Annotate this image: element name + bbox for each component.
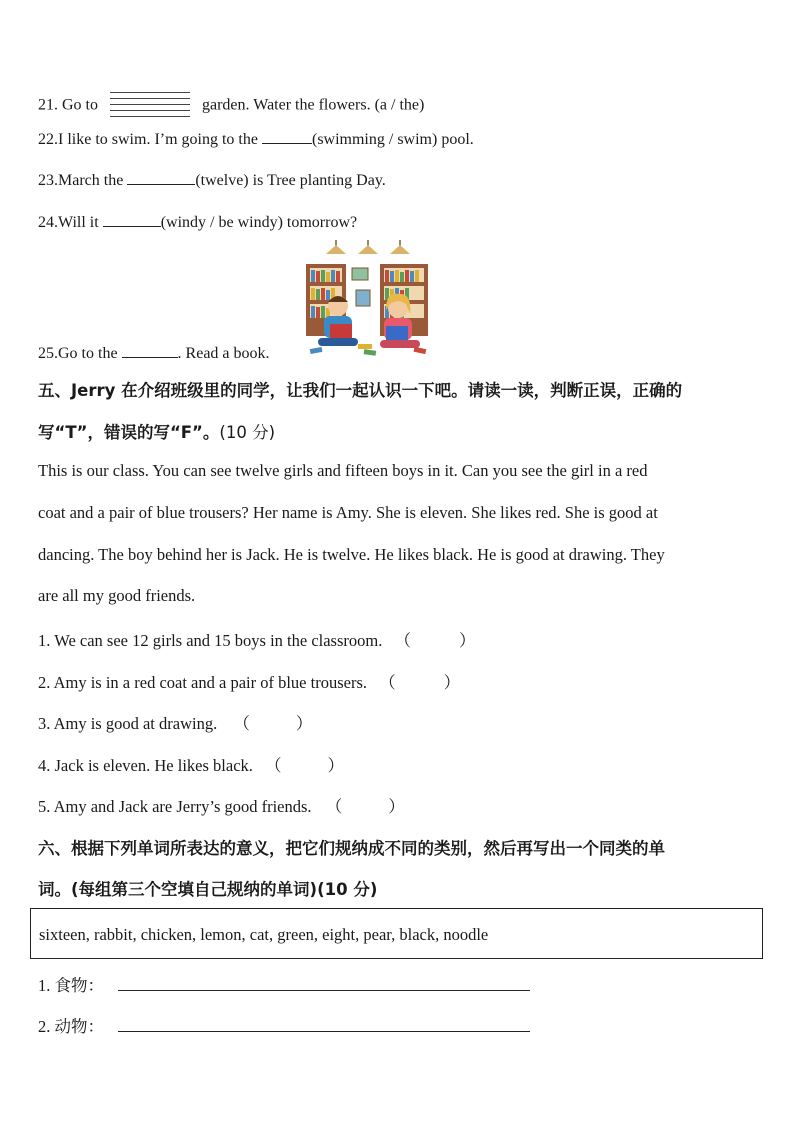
question-text: 24.Will it [38, 214, 103, 231]
section-5-title: 五、Jerry 在介绍班级里的同学，让我们一起认识一下吧。请读一读，判断正误，正确的 [38, 381, 683, 400]
passage-line: This is our class. You can see twelve girls and fifteen boys in it. Can you see the girl in a red [38, 461, 648, 480]
category-label: 1. 食物： [38, 976, 104, 995]
word-bank-text: sixteen, rabbit, chicken, lemon, cat, green, eight, pear, black, noodle [39, 925, 489, 944]
tf-question-2: 2. Amy is in a red coat and a pair of blue trousers. （ ） [38, 669, 460, 693]
answer-parentheses[interactable]: （ ） [233, 714, 313, 733]
question-number: 21 [38, 96, 54, 114]
question-22 [38, 129, 474, 150]
answer-blank[interactable] [127, 170, 195, 185]
question-23 [38, 170, 386, 191]
answer-line[interactable] [118, 1031, 530, 1032]
category-row-animal [38, 1013, 104, 1037]
question-21 [38, 92, 424, 120]
question-text-end: (swimming / swim) pool. [311, 131, 474, 148]
answer-blank[interactable] [122, 343, 178, 358]
lamp-icon [390, 240, 410, 254]
category-label: 2. 动物： [38, 1017, 104, 1036]
passage-line: coat and a pair of blue trousers? Her name is Amy. She is eleven. She likes red. She is good at [38, 503, 658, 522]
tf-question-4: 4. Jack is eleven. He likes black. （ ） [38, 752, 344, 776]
answer-blank[interactable] [103, 212, 161, 227]
section-6-title: 六、根据下列单词所表达的意义，把它们规纳成不同的类别，然后再写出一个同类的单 [38, 839, 665, 858]
tf-question-5: 5. Amy and Jack are Jerry’s good friends. （ ） [38, 793, 405, 817]
answer-blank[interactable] [262, 129, 312, 144]
answer-blank[interactable] [110, 92, 190, 120]
question-text: 22.I like to swim. I’m going to the [38, 131, 262, 148]
category-row-food [38, 972, 104, 996]
answer-parentheses[interactable]: （ ） [265, 756, 345, 775]
section-5-title-cont: 写“T”，错误的写“F”。(10 分) [38, 423, 276, 442]
question-24 [38, 212, 357, 233]
question-25 [38, 343, 270, 364]
lamp-icon [358, 240, 378, 254]
question-text-end: (windy / be windy) tomorrow? [160, 214, 358, 231]
question-text-end: . Read a book. [177, 345, 270, 362]
answer-line[interactable] [118, 990, 530, 991]
word-bank-box [30, 908, 763, 959]
answer-parentheses[interactable]: （ ） [394, 631, 476, 650]
question-text: 25.Go to the [38, 345, 122, 362]
question-text: . Go to [54, 96, 98, 114]
answer-parentheses[interactable]: （ ） [379, 673, 461, 692]
tf-question-1: 1. We can see 12 girls and 15 boys in the classroom. （ ） [38, 627, 475, 651]
passage-line: are all my good friends. [38, 586, 196, 605]
passage-line: dancing. The boy behind her is Jack. He is twelve. He likes black. He is good at drawing. They [38, 545, 665, 564]
question-text-end: (twelve) is Tree planting Day. [195, 172, 386, 189]
lamp-icon [326, 240, 346, 254]
section-6-title-cont: 词。(每组第三个空填自己规纳的单词)(10 分) [38, 880, 378, 899]
library-illustration [302, 240, 436, 360]
question-text: 23.March the [38, 172, 128, 189]
question-text-end: garden. Water the flowers. (a / the) [202, 96, 425, 114]
answer-parentheses[interactable]: （ ） [325, 797, 405, 816]
tf-question-3: 3. Amy is good at drawing. （ ） [38, 710, 312, 734]
section-points: (10 分) [219, 423, 276, 442]
